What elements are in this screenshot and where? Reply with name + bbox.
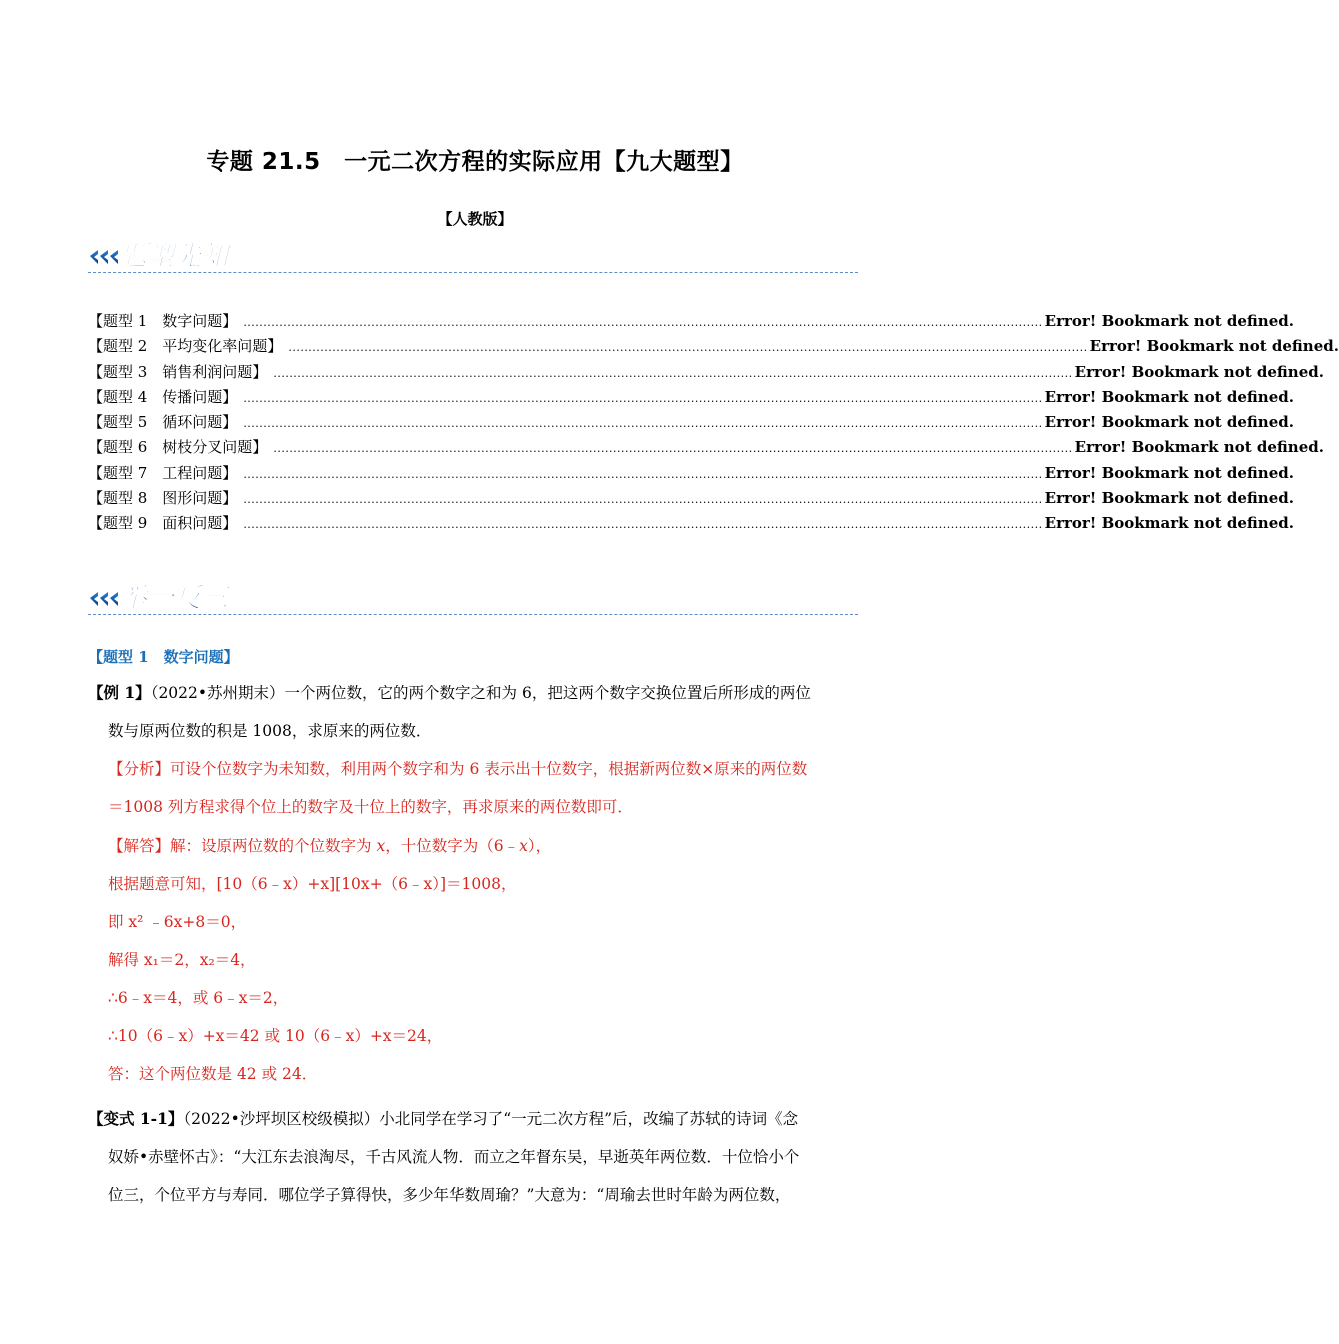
toc-label: 【题型 7 工程问题】 bbox=[88, 463, 238, 482]
chevrons-icon bbox=[90, 592, 118, 606]
toc-label: 【题型 1 数字问题】 bbox=[88, 312, 238, 330]
toc-page-ref: Error! Bookmark not defined. bbox=[1044, 514, 1294, 533]
solution-text: 解：设原两位数的个位数字为 bbox=[170, 837, 377, 855]
example-text-1: （2022•苏州期末）一个两位数，它的两个数字之和为 6，把这两个数字交换位置后所形成的两位 bbox=[150, 684, 811, 702]
toc-row[interactable] bbox=[88, 411, 1294, 436]
toc-row[interactable] bbox=[88, 436, 1324, 461]
solution-line-2: 根据题意可知，[10（6﹣x）+x][10x+（6﹣x）]＝1008， bbox=[108, 875, 517, 893]
toc-leader: ........................................................................................................................................................................................................ bbox=[243, 518, 1043, 532]
variant-text-2: 奴娇•赤壁怀古》：“大江东去浪淘尽，千古风流人物．而立之年督东吴，早逝英年两位数．十位恰小个 bbox=[108, 1148, 800, 1166]
toc-row[interactable] bbox=[88, 487, 1294, 512]
toc-page-ref: Error! Bookmark not defined. bbox=[1044, 312, 1294, 330]
toc-row[interactable] bbox=[88, 386, 1294, 411]
section-heading: 【题型 1 数字问题】 bbox=[88, 648, 239, 666]
solution-text: ，十位数字为（6﹣ bbox=[385, 837, 520, 855]
chevrons-icon bbox=[90, 250, 118, 264]
variant-tag: 【变式 1-1】 bbox=[88, 1109, 184, 1128]
solution-tag: 【解答】 bbox=[108, 837, 171, 855]
solution-text: ）， bbox=[527, 837, 552, 855]
solution-line-4: 解得 x₁＝2，x₂＝4， bbox=[108, 951, 256, 969]
toc-page-ref: Error! Bookmark not defined. bbox=[1074, 438, 1324, 457]
variable-x: x bbox=[519, 837, 528, 855]
toc-leader: ........................................................................................................................................................................................................ bbox=[273, 366, 1073, 380]
table-of-contents bbox=[88, 310, 1339, 538]
analysis-tag: 【分析】 bbox=[108, 760, 171, 778]
toc-row[interactable] bbox=[88, 310, 1294, 335]
variable-x: x bbox=[376, 837, 386, 855]
toc-leader: ........................................................................................................................................................................................................ bbox=[243, 316, 1043, 329]
toc-label: 【题型 9 面积问题】 bbox=[88, 514, 238, 533]
toc-row[interactable] bbox=[88, 361, 1324, 386]
toc-label: 【题型 8 图形问题】 bbox=[88, 489, 238, 508]
toc-leader: ........................................................................................................................................................................................................ bbox=[243, 467, 1043, 481]
toc-page-ref: Error! Bookmark not defined. bbox=[1074, 362, 1324, 381]
toc-page-ref: Error! Bookmark not defined. bbox=[1044, 489, 1294, 508]
toc-label: 【题型 3 销售利润问题】 bbox=[88, 362, 268, 381]
toc-page-ref: Error! Bookmark not defined. bbox=[1044, 387, 1294, 406]
toc-label: 【题型 4 传播问题】 bbox=[88, 387, 238, 406]
variant-text-1: （2022•沙坪坝区校级模拟）小北同学在学习了“一元二次方程”后，改编了苏轼的诗词《念 bbox=[183, 1110, 799, 1128]
toc-leader: ........................................................................................................................................................................................................ bbox=[243, 493, 1043, 507]
toc-row[interactable] bbox=[88, 512, 1294, 537]
banner-second-graphic bbox=[88, 578, 268, 618]
analysis-text-2: ＝1008 列方程求得个位上的数字及十位上的数字，再求原来的两位数即可． bbox=[108, 798, 633, 816]
solution-line-6: ∴10（6﹣x）+x＝42 或 10（6﹣x）+x＝24， bbox=[108, 1027, 443, 1045]
toc-leader: ........................................................................................................................................................................................................ bbox=[243, 391, 1043, 405]
toc-page-ref: Error! Bookmark not defined. bbox=[1044, 463, 1294, 482]
analysis-text-1: 可设个位数字为未知数，利用两个数字和为 6 表示出十位数字，根据新两位数×原来的两位数 bbox=[170, 760, 808, 778]
example-tag: 【例 1】 bbox=[88, 683, 151, 702]
toc-page-ref: Error! Bookmark not defined. bbox=[1089, 337, 1339, 356]
banner-first-graphic bbox=[88, 236, 268, 276]
solution-line-3: 即 x² ﹣6x+8＝0， bbox=[108, 913, 247, 931]
variant-text-3: 位三，个位平方与寿同．哪位学子算得快，多少年华数周瑜？”大意为：“周瑜去世时年龄为两位数， bbox=[108, 1186, 791, 1204]
toc-leader: ........................................................................................................................................................................................................ bbox=[243, 417, 1043, 431]
solution-line-5: ∴6﹣x＝4，或 6﹣x＝2， bbox=[108, 989, 289, 1007]
toc-row[interactable] bbox=[88, 462, 1294, 487]
example-1 bbox=[88, 674, 864, 750]
banner-second-text: 举一反三 bbox=[120, 583, 228, 614]
toc-label: 【题型 6 树枝分叉问题】 bbox=[88, 438, 268, 457]
variant-1-1 bbox=[88, 1100, 864, 1214]
page-title: 专题 21.5 一元二次方程的实际应用【九大题型】 bbox=[206, 149, 744, 175]
toc-row[interactable] bbox=[88, 335, 1339, 360]
analysis bbox=[88, 750, 864, 826]
solution-line-7: 答：这个两位数是 42 或 24． bbox=[108, 1065, 318, 1083]
divider bbox=[88, 614, 858, 615]
edition-label: 【人教版】 bbox=[437, 210, 513, 228]
toc-leader: ........................................................................................................................................................................................................ bbox=[288, 341, 1088, 355]
toc-leader: ........................................................................................................................................................................................................ bbox=[273, 442, 1073, 456]
toc-label: 【题型 5 循环问题】 bbox=[88, 413, 238, 432]
toc-page-ref: Error! Bookmark not defined. bbox=[1044, 413, 1294, 432]
divider bbox=[88, 272, 858, 273]
example-text-2: 数与原两位数的积是 1008，求原来的两位数． bbox=[108, 722, 432, 740]
banner-second bbox=[88, 578, 268, 618]
toc-label: 【题型 2 平均变化率问题】 bbox=[88, 337, 283, 356]
solution-line-1 bbox=[108, 834, 551, 856]
banner-first bbox=[88, 236, 268, 276]
banner-first-text: 题型先知 bbox=[120, 241, 228, 272]
